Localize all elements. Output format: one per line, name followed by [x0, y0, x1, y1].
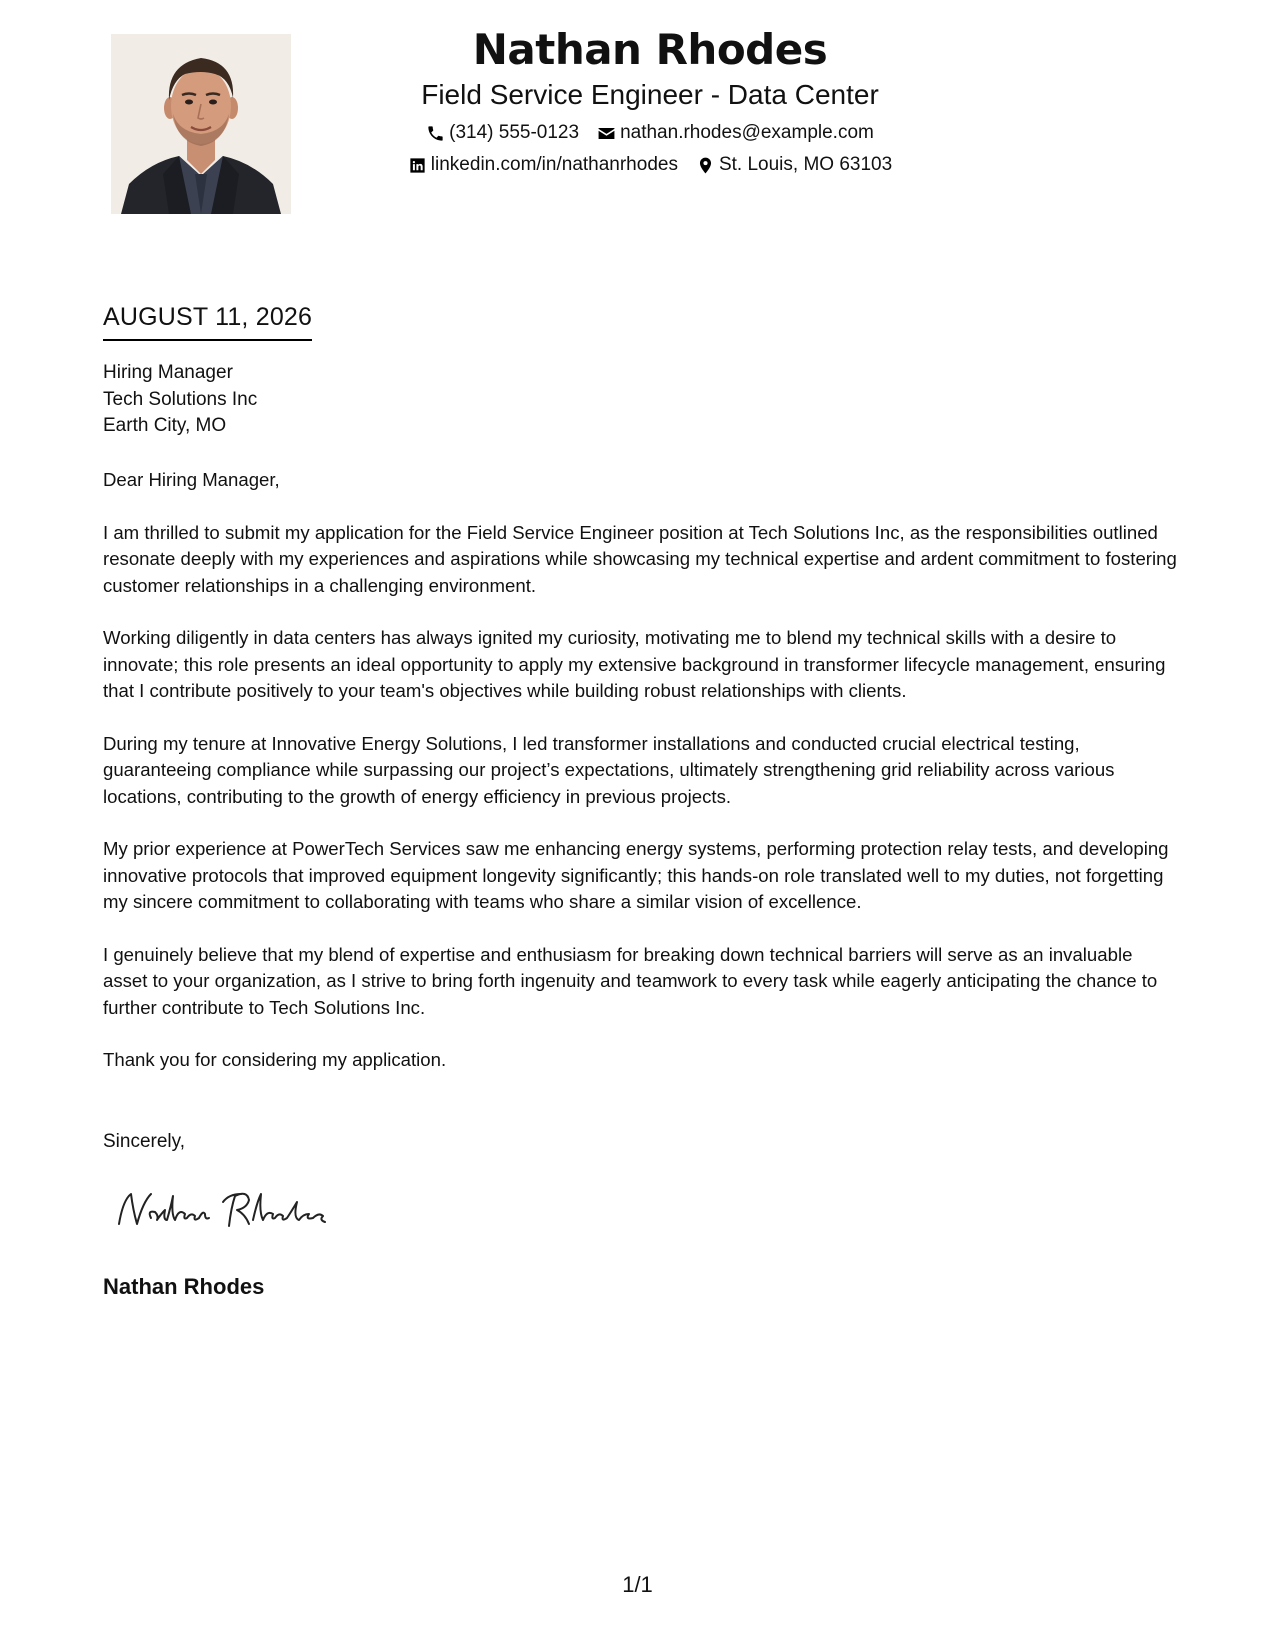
- applicant-name: Nathan Rhodes: [472, 25, 828, 74]
- email-text: nathan.rhodes@example.com: [620, 122, 874, 143]
- job-title: Field Service Engineer - Data Center: [421, 79, 879, 110]
- phone-text: (314) 555-0123: [449, 122, 580, 143]
- phone-contact[interactable]: [426, 122, 579, 144]
- letter-date: AUGUST 11, 2026: [103, 302, 312, 341]
- paragraph-1: I am thrilled to submit my application for the Field Service Engineer position at Tech Solutions Inc, as the responsibilities outlined resonate deeply with my experiences and aspirations while showcasing my technical expertise and ardent commitment to fostering customer relationships in a challenging environment.: [103, 521, 1177, 596]
- email-contact[interactable]: [597, 122, 874, 144]
- handwritten-signature: [113, 1180, 353, 1240]
- signed-name: Nathan Rhodes: [103, 1274, 265, 1299]
- paragraph-2: Working diligently in data centers has always ignited my curiosity, motivating me to blend my technical skills with a desire to innovate; this role presents an ideal opportunity to apply my extensive background in transformer lifecycle management, ensuring that I contribute positively to your team's objectives while building robust relationships with clients.: [103, 627, 1166, 701]
- paragraph-5: I genuinely believe that my blend of expertise and enthusiasm for breaking down technical barriers will serve as an invaluable asset to your organization, as I strive to bring forth ingenuity and teamwork to every task while eagerly anticipating the chance to further contribute to Tech Solutions Inc.: [103, 943, 1158, 1018]
- linkedin-contact[interactable]: [408, 154, 678, 176]
- closing: Sincerely,: [103, 1131, 186, 1152]
- linkedin-text: linkedin.com/in/nathanrhodes: [430, 154, 678, 175]
- map-pin-icon: [696, 156, 715, 175]
- contact-row-1: [300, 122, 1000, 144]
- portrait-image: [111, 34, 291, 214]
- paragraph-6: Thank you for considering my application.: [103, 1049, 447, 1070]
- signature-image: [113, 1180, 353, 1240]
- phone-icon: [426, 124, 445, 143]
- profile-photo: [111, 34, 291, 214]
- location-text: St. Louis, MO 63103: [718, 154, 893, 175]
- location-contact: [696, 154, 892, 176]
- recipient-location: Earth City, MO: [103, 415, 227, 436]
- letter-body: [103, 467, 1178, 1100]
- header: [300, 22, 1000, 176]
- envelope-icon: [597, 124, 616, 143]
- paragraph-4: My prior experience at PowerTech Services saw me enhancing energy systems, performing protection relay tests, and developing innovative protocols that improved equipment longevity significantly; this hands-on role translated well to my duties, not forgetting my sincere commitment to collaborating with teams who share a similar vision of excellence.: [103, 838, 1169, 912]
- contact-row-2: [300, 154, 1000, 176]
- greeting: Dear Hiring Manager,: [103, 469, 280, 490]
- linkedin-icon: [408, 156, 427, 175]
- paragraph-3: During my tenure at Innovative Energy Solutions, I led transformer installations and conducted crucial electrical testing, guaranteeing compliance while surpassing our project’s expectations, ultimately strengthening grid reliability across various locations, contributing to the growth of energy efficiency in previous projects.: [103, 732, 1115, 807]
- recipient-company: Tech Solutions Inc: [103, 388, 258, 410]
- recipient-block: [103, 360, 257, 440]
- page-number: 1/1: [622, 1572, 653, 1597]
- recipient-name: Hiring Manager: [103, 362, 233, 383]
